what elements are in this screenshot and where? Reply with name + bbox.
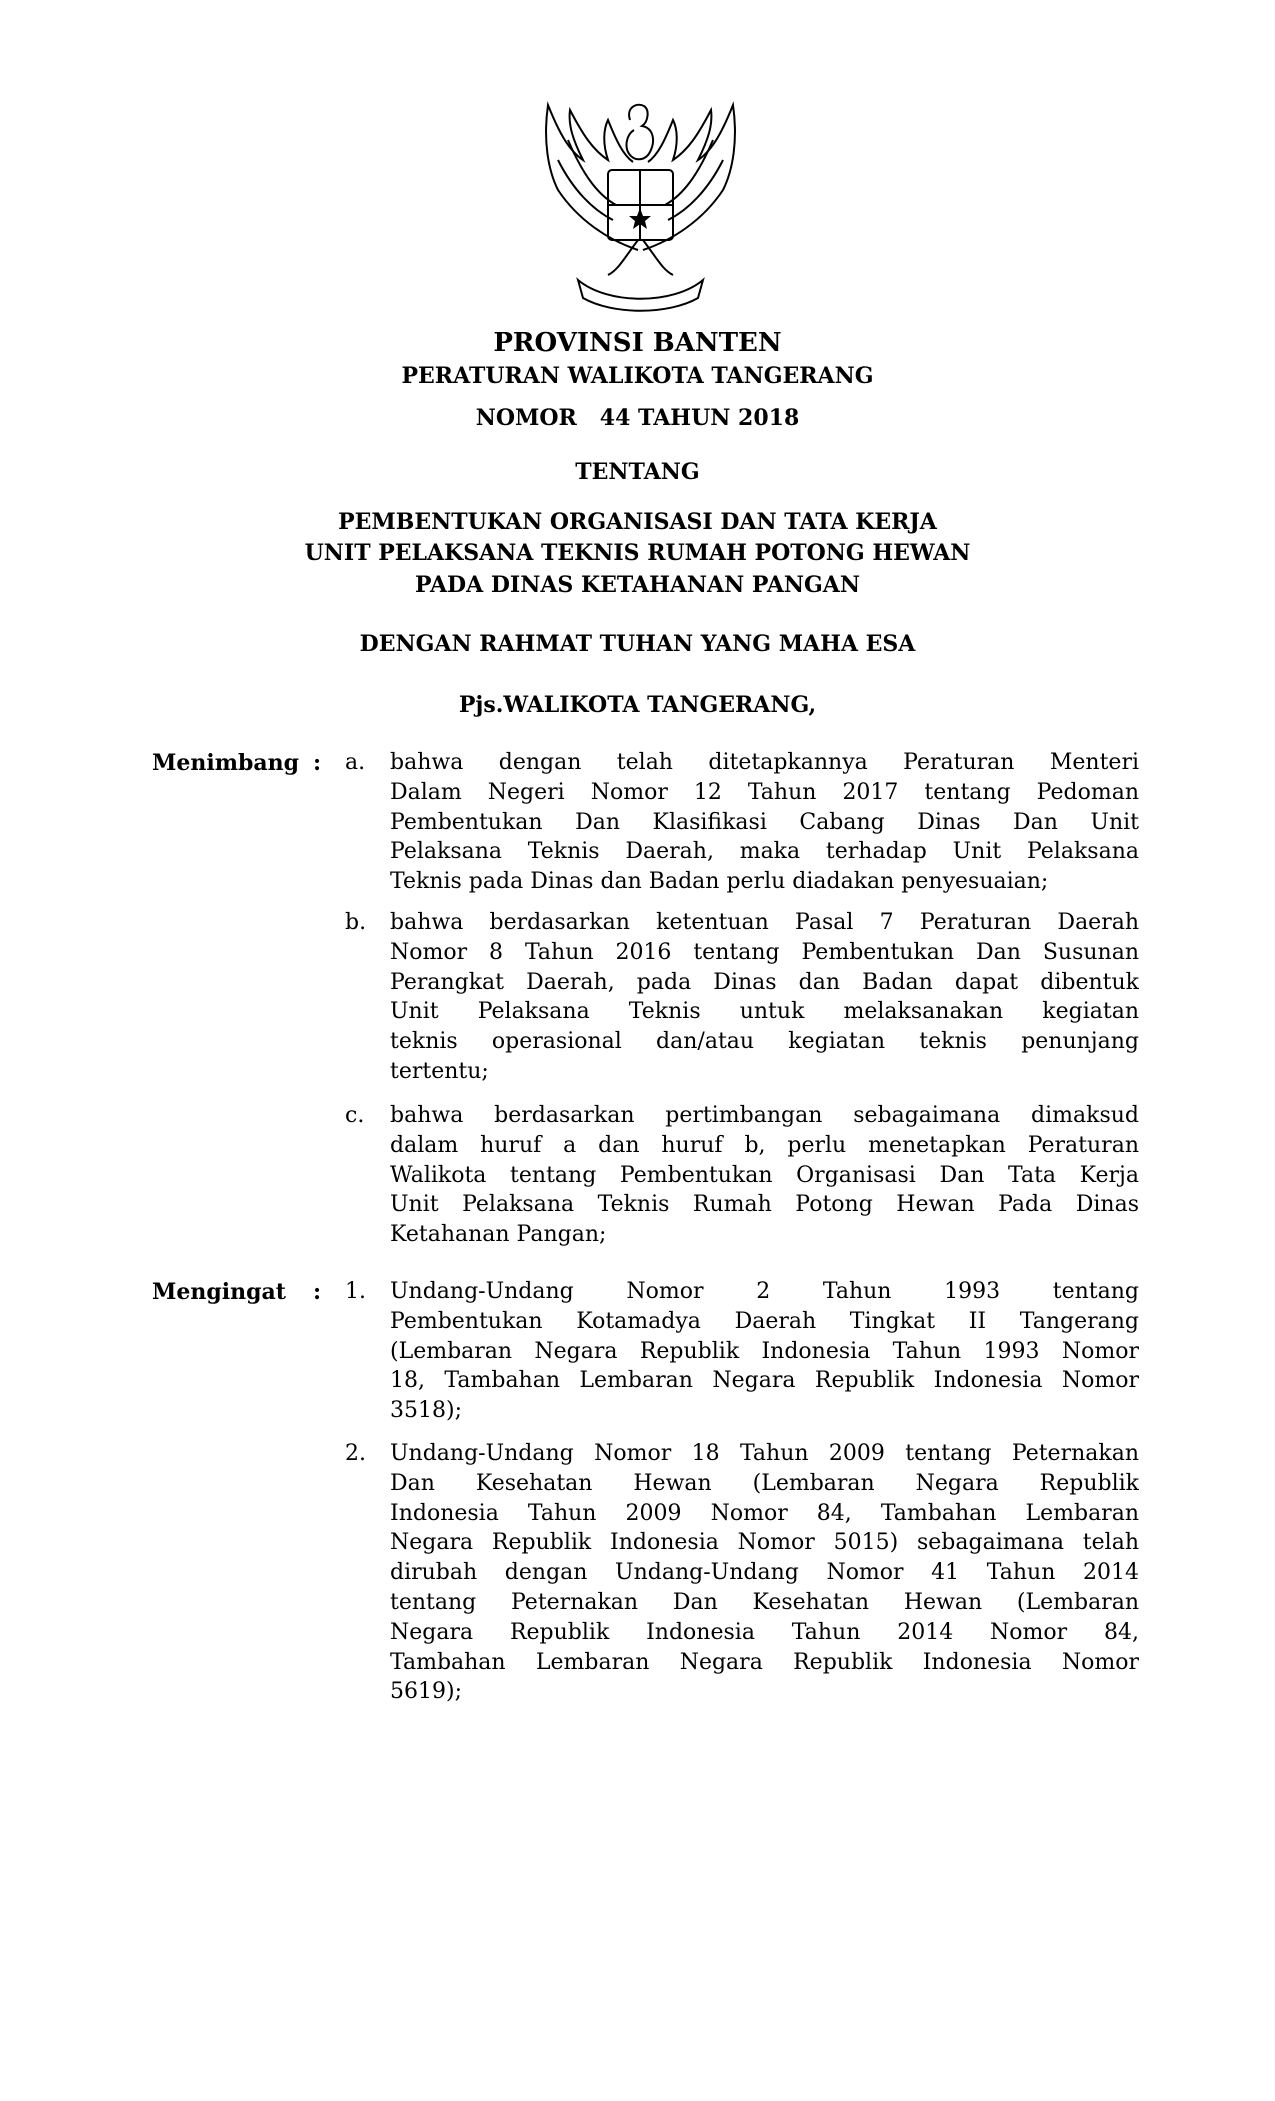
item-text-line: dirubah dengan Undang-Undang Nomor 41 Tahun 2014 [390, 1560, 1139, 1586]
item-text-line: Unit Pelaksana Teknis untuk melaksanakan kegiatan [390, 999, 1139, 1025]
regulation-number: NOMOR 44 TAHUN 2018 [475, 405, 800, 431]
regulation-heading: PERATURAN WALIKOTA TANGERANG [401, 363, 874, 389]
item-text-line: 3518); [390, 1398, 462, 1424]
title-line: UNIT PELAKSANA TEKNIS RUMAH POTONG HEWAN [304, 540, 971, 566]
item-text-line: Dan Kesehatan Hewan (Lembaran Negara Republik [390, 1470, 1139, 1496]
item-text-line: teknis operasional dan/atau kegiatan teknis penunjang [390, 1029, 1139, 1055]
item-text-line: Ketahanan Pangan; [390, 1222, 607, 1248]
item-text-line: Pembentukan Kotamadya Daerah Tingkat II Tangerang [390, 1308, 1139, 1334]
section-colon: : [313, 1279, 322, 1305]
item-marker: c. [345, 1103, 365, 1128]
invocation: DENGAN RAHMAT TUHAN YANG MAHA ESA [359, 631, 916, 657]
item-text-line: tertentu; [390, 1059, 489, 1084]
item-text-line: Indonesia Tahun 2009 Nomor 84, Tambahan Lembaran [390, 1500, 1139, 1526]
title-line: PEMBENTUKAN ORGANISASI DAN TATA KERJA [338, 509, 937, 535]
item-text-line: bahwa dengan telah ditetapkannya Peraturan Menteri [390, 750, 1139, 775]
item-text-line: dalam huruf a dan huruf b, perlu menetapkan Peraturan [390, 1132, 1139, 1158]
item-text-line: Undang-Undang Nomor 18 Tahun 2009 tentang Peternakan [390, 1441, 1139, 1466]
item-text-line: tentang Peternakan Dan Kesehatan Hewan (Lembaran [390, 1590, 1139, 1615]
item-text-line: Teknis pada Dinas dan Badan perlu diadakan penyesuaian; [390, 869, 1049, 895]
item-text-line: 18, Tambahan Lembaran Negara Republik Indonesia Nomor [390, 1368, 1139, 1394]
item-text-line: bahwa berdasarkan pertimbangan sebagaimana dimaksud [390, 1103, 1139, 1128]
item-text-line: Negara Republik Indonesia Nomor 5015) sebagaimana telah [390, 1530, 1139, 1556]
garuda-pancasila-emblem [538, 100, 743, 322]
item-text-line: 5619); [390, 1679, 462, 1705]
about-heading: TENTANG [575, 459, 700, 485]
item-text-line: Tambahan Lembaran Negara Republik Indonesia Nomor [390, 1649, 1139, 1675]
item-text-line: bahwa berdasarkan ketentuan Pasal 7 Peraturan Daerah [390, 910, 1139, 935]
official-title: Pjs.WALIKOTA TANGERANG, [458, 692, 817, 718]
item-marker: 1. [345, 1279, 366, 1304]
item-text-line: Pembentukan Dan Klasifikasi Cabang Dinas Dan Unit [390, 809, 1139, 835]
section-label-menimbang: Menimbang [152, 750, 299, 776]
item-marker: 2. [345, 1441, 366, 1466]
item-marker: b. [345, 910, 367, 935]
item-text-line: Undang-Undang Nomor 2 Tahun 1993 tentang [390, 1279, 1139, 1304]
item-text-line: Negara Republik Indonesia Tahun 2014 Nomor 84, [390, 1619, 1139, 1645]
item-text-line: Nomor 8 Tahun 2016 tentang Pembentukan Dan Susunan [390, 939, 1139, 965]
item-text-line: Unit Pelaksana Teknis Rumah Potong Hewan Pada Dinas [390, 1192, 1139, 1218]
item-text-line: (Lembaran Negara Republik Indonesia Tahun 1993 Nomor [390, 1338, 1139, 1364]
section-colon: : [313, 750, 322, 776]
section-label-mengingat: Mengingat [152, 1279, 286, 1305]
item-text-line: Pelaksana Teknis Daerah, maka terhadap Unit Pelaksana [390, 839, 1139, 865]
item-text-line: Walikota tentang Pembentukan Organisasi Dan Tata Kerja [390, 1162, 1139, 1188]
title-line: PADA DINAS KETAHANAN PANGAN [415, 572, 860, 598]
item-marker: a. [345, 750, 366, 775]
item-text-line: Perangkat Daerah, pada Dinas dan Badan dapat dibentuk [390, 969, 1139, 995]
item-text-line: Dalam Negeri Nomor 12 Tahun 2017 tentang Pedoman [390, 779, 1139, 805]
province-heading: PROVINSI BANTEN [493, 328, 782, 358]
